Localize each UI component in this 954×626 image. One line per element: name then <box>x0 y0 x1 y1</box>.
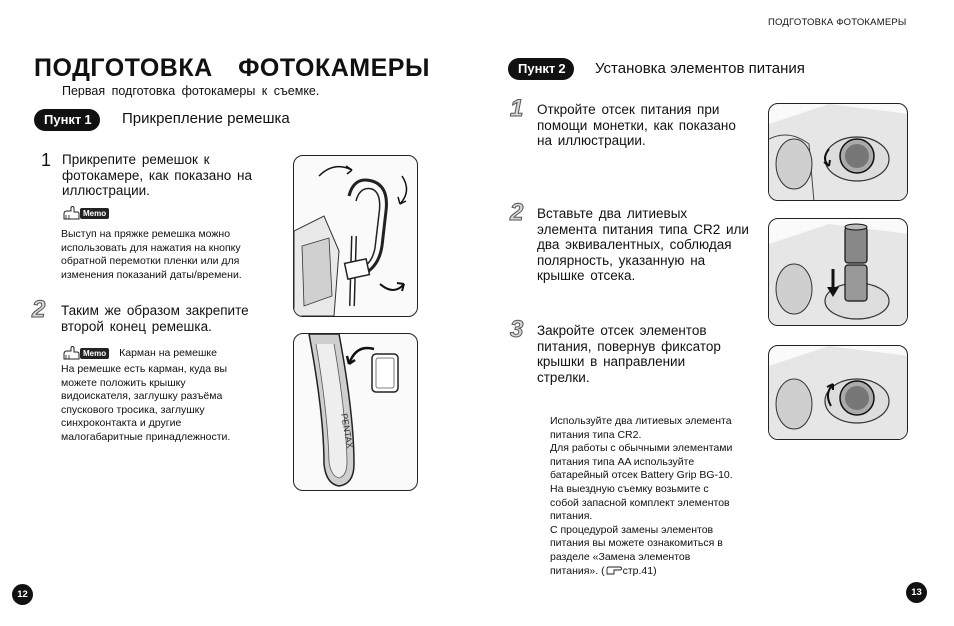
step-1-text: Откройте отсек питания при помощи монетки, как показано на иллюстрации. <box>537 102 736 148</box>
memo-hand-icon <box>62 346 82 361</box>
step-number-1: 1 <box>41 150 52 170</box>
step-number-1: 1 <box>510 95 524 122</box>
section-badge-1: Пункт 1 <box>34 109 100 131</box>
memo-badge-1: Memo <box>62 206 109 226</box>
step-2-text: Вставьте два литиевых элемента питания типа CR2 или два эквивалентных, соблюдая полярность, указанную на крышке отсека. <box>537 206 749 283</box>
step-2-text: Таким же образом закрепите второй конец ремешка. <box>61 303 249 334</box>
page-title: ПОДГОТОВКА ФОТОКАМЕРЫ <box>34 54 430 82</box>
svg-text:PENTAX: PENTAX <box>339 412 356 450</box>
memo-badge-2: Memo Карман на ремешке <box>62 346 217 361</box>
step-number-3: 3 <box>510 316 524 343</box>
open-battery-cover-illustration <box>768 103 908 201</box>
section-title-1: Прикрепление ремешка <box>122 110 290 127</box>
pointing-hand-icon <box>606 565 622 575</box>
page-number-left: 12 <box>12 584 33 605</box>
section-badge-2: Пункт 2 <box>508 58 574 80</box>
memo-2-title: Карман на ремешке <box>119 346 217 359</box>
close-battery-cover-illustration <box>768 345 908 440</box>
step-number-2: 2 <box>510 199 524 226</box>
running-header: ПОДГОТОВКА ФОТОКАМЕРЫ <box>768 17 907 28</box>
battery-note: Используйте два литиевых элемента питания типа CR2. Для работы с обычными элементами питания типа AA используйте батарейный отсек Battery Grip BG-10. На выездную съемку возьмите с собой запасной комплект элементов питания. С процедурой замены элементов питания вы можете ознакомиться в разделе «Замена элементов питания». ( стр.41) <box>550 415 733 577</box>
strap-pocket-illustration <box>293 333 418 491</box>
memo-hand-icon <box>62 206 82 221</box>
insert-batteries-illustration <box>768 218 908 326</box>
step-number-2: 2 <box>32 296 46 323</box>
section-title-2: Установка элементов питания <box>595 60 805 77</box>
page-number-right: 13 <box>906 582 927 603</box>
memo-1-text: Выступ на пряжке ремешка можно использовать для нажатия на кнопку обратной перемотки пленки или для изменения показаний даты/времени. <box>61 228 242 281</box>
memo-2-text: На ремешке есть карман, куда вы можете положить крышку видоискателя, заглушку разъёма спускового тросика, заглушку синхроконтакта и другие малогабаритные принадлежности. <box>61 363 231 443</box>
camera-strap-illustration <box>293 155 418 317</box>
page-subtitle: Первая подготовка фотокамеры к съемке. <box>62 84 320 98</box>
step-3-text: Закройте отсек элементов питания, повернув фиксатор крышки в направлении стрелки. <box>537 323 721 385</box>
step-1-text: Прикрепите ремешок к фотокамере, как показано на иллюстрации. <box>62 152 252 198</box>
